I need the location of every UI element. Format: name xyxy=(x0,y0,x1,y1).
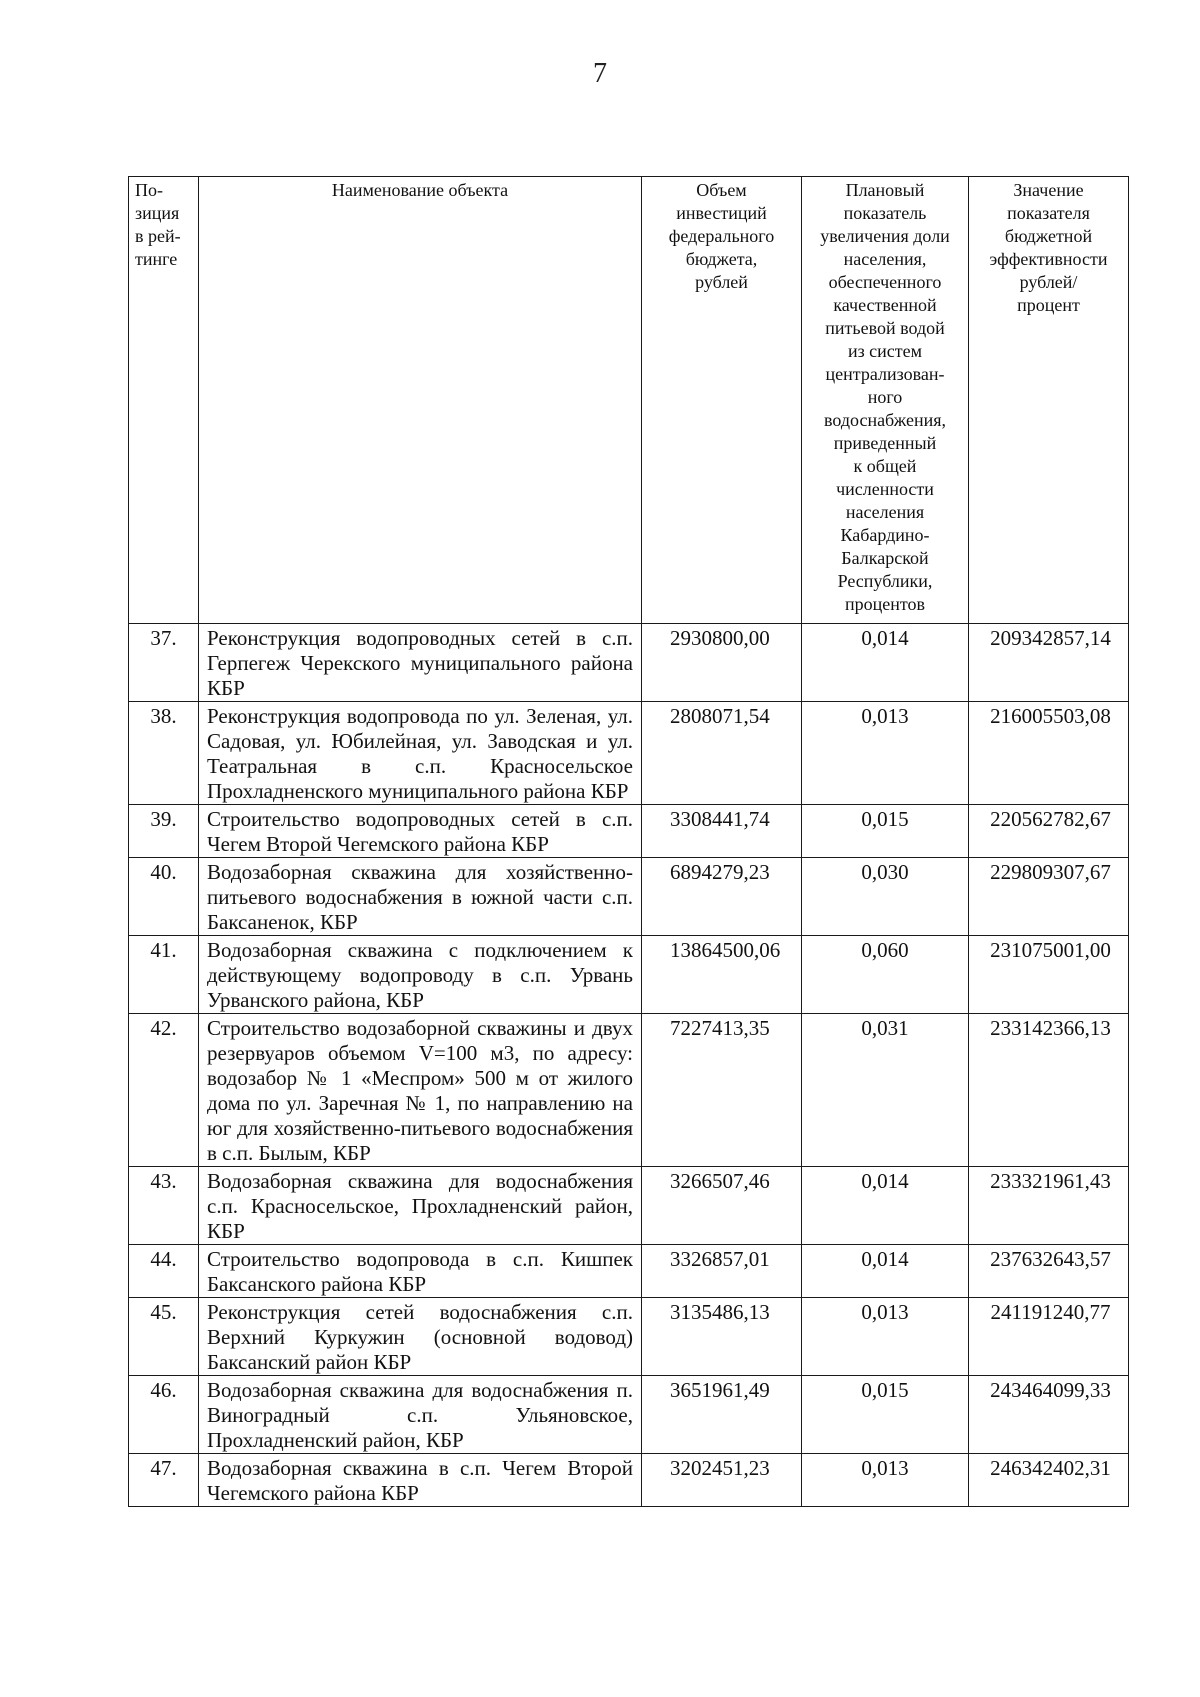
cell-investment: 3266507,46 xyxy=(642,1167,802,1245)
cell-name: Водозаборная скважина в с.п. Чегем Второй Чегемского района КБР xyxy=(199,1454,642,1507)
cell-position: 43. xyxy=(129,1167,199,1245)
cell-efficiency: 220562782,67 xyxy=(969,805,1129,858)
header-efficiency: Значение показателя бюджетной эффективности рублей/ процент xyxy=(969,177,1129,624)
cell-investment: 3202451,23 xyxy=(642,1454,802,1507)
table-row xyxy=(129,702,1129,805)
cell-name: Водозаборная скважина для водоснабжения п. Виноградный с.п. Ульяновское, Прохладненский район, КБР xyxy=(199,1376,642,1454)
cell-investment: 3326857,01 xyxy=(642,1245,802,1298)
cell-position: 47. xyxy=(129,1454,199,1507)
cell-position: 37. xyxy=(129,624,199,702)
cell-position: 39. xyxy=(129,805,199,858)
cell-efficiency: 216005503,08 xyxy=(969,702,1129,805)
table-row xyxy=(129,1167,1129,1245)
cell-name: Строительство водозаборной скважины и двух резервуаров объемом V=100 м3, по адресу: водозабор № 1 «Меспром» 500 м от жилого дома по ул. Заречная № 1, по направлению на юг для хозяйственно-питьевого водоснабжения в с.п. Былым, КБР xyxy=(199,1014,642,1167)
cell-indicator: 0,013 xyxy=(802,1454,969,1507)
table-row xyxy=(129,858,1129,936)
header-position: По- зиция в рей- тинге xyxy=(129,177,199,624)
cell-efficiency: 237632643,57 xyxy=(969,1245,1129,1298)
cell-efficiency: 233321961,43 xyxy=(969,1167,1129,1245)
cell-investment: 3135486,13 xyxy=(642,1298,802,1376)
cell-name: Строительство водопровода в с.п. Кишпек Баксанского района КБР xyxy=(199,1245,642,1298)
header-planned-indicator: Плановый показатель увеличения доли населения, обеспеченного качественной питьевой водой из систем централизован- ного водоснабжения, приведенный к общей численности населения Кабардино- Балкарской Республики, процентов xyxy=(802,177,969,624)
table-header xyxy=(129,177,1129,624)
cell-investment: 2808071,54 xyxy=(642,702,802,805)
cell-investment: 13864500,06 xyxy=(642,936,802,1014)
cell-name: Реконструкция сетей водоснабжения с.п. Верхний Куркужин (основной водовод) Баксанский район КБР xyxy=(199,1298,642,1376)
cell-indicator: 0,031 xyxy=(802,1014,969,1167)
cell-efficiency: 209342857,14 xyxy=(969,624,1129,702)
cell-indicator: 0,015 xyxy=(802,1376,969,1454)
cell-position: 40. xyxy=(129,858,199,936)
table-row xyxy=(129,1454,1129,1507)
table-body xyxy=(129,624,1129,1507)
cell-efficiency: 229809307,67 xyxy=(969,858,1129,936)
cell-position: 38. xyxy=(129,702,199,805)
cell-efficiency: 241191240,77 xyxy=(969,1298,1129,1376)
cell-indicator: 0,013 xyxy=(802,702,969,805)
table-row xyxy=(129,1376,1129,1454)
table-row xyxy=(129,936,1129,1014)
table-row xyxy=(129,1298,1129,1376)
cell-efficiency: 246342402,31 xyxy=(969,1454,1129,1507)
cell-position: 45. xyxy=(129,1298,199,1376)
cell-position: 42. xyxy=(129,1014,199,1167)
cell-name: Строительство водопроводных сетей в с.п. Чегем Второй Чегемского района КБР xyxy=(199,805,642,858)
header-name: Наименование объекта xyxy=(199,177,642,624)
cell-name: Реконструкция водопроводных сетей в с.п. Герпегеж Черекского муниципального района КБР xyxy=(199,624,642,702)
cell-indicator: 0,013 xyxy=(802,1298,969,1376)
cell-indicator: 0,015 xyxy=(802,805,969,858)
cell-position: 46. xyxy=(129,1376,199,1454)
cell-name: Водозаборная скважина для водоснабжения с.п. Красносельское, Прохладненский район, КБР xyxy=(199,1167,642,1245)
cell-investment: 6894279,23 xyxy=(642,858,802,936)
cell-efficiency: 231075001,00 xyxy=(969,936,1129,1014)
cell-investment: 2930800,00 xyxy=(642,624,802,702)
cell-investment: 7227413,35 xyxy=(642,1014,802,1167)
cell-efficiency: 233142366,13 xyxy=(969,1014,1129,1167)
cell-position: 44. xyxy=(129,1245,199,1298)
cell-efficiency: 243464099,33 xyxy=(969,1376,1129,1454)
table-row xyxy=(129,805,1129,858)
table-row xyxy=(129,1014,1129,1167)
cell-position: 41. xyxy=(129,936,199,1014)
cell-name: Водозаборная скважина с подключением к действующему водопроводу в с.п. Урвань Урванского района, КБР xyxy=(199,936,642,1014)
cell-investment: 3308441,74 xyxy=(642,805,802,858)
cell-indicator: 0,014 xyxy=(802,1167,969,1245)
cell-name: Реконструкция водопровода по ул. Зеленая, ул. Садовая, ул. Юбилейная, ул. Заводская и ул. Театральная в с.п. Красносельское Прохладненского муниципального района КБР xyxy=(199,702,642,805)
cell-indicator: 0,030 xyxy=(802,858,969,936)
header-investment: Объем инвестиций федерального бюджета, рублей xyxy=(642,177,802,624)
cell-indicator: 0,014 xyxy=(802,624,969,702)
table-row xyxy=(129,624,1129,702)
cell-name: Водозаборная скважина для хозяйственно-питьевого водоснабжения в южной части с.п. Баксаненок, КБР xyxy=(199,858,642,936)
rating-table xyxy=(128,176,1129,1507)
cell-investment: 3651961,49 xyxy=(642,1376,802,1454)
cell-indicator: 0,014 xyxy=(802,1245,969,1298)
table-row xyxy=(129,1245,1129,1298)
page-number: 7 xyxy=(593,58,607,89)
cell-indicator: 0,060 xyxy=(802,936,969,1014)
